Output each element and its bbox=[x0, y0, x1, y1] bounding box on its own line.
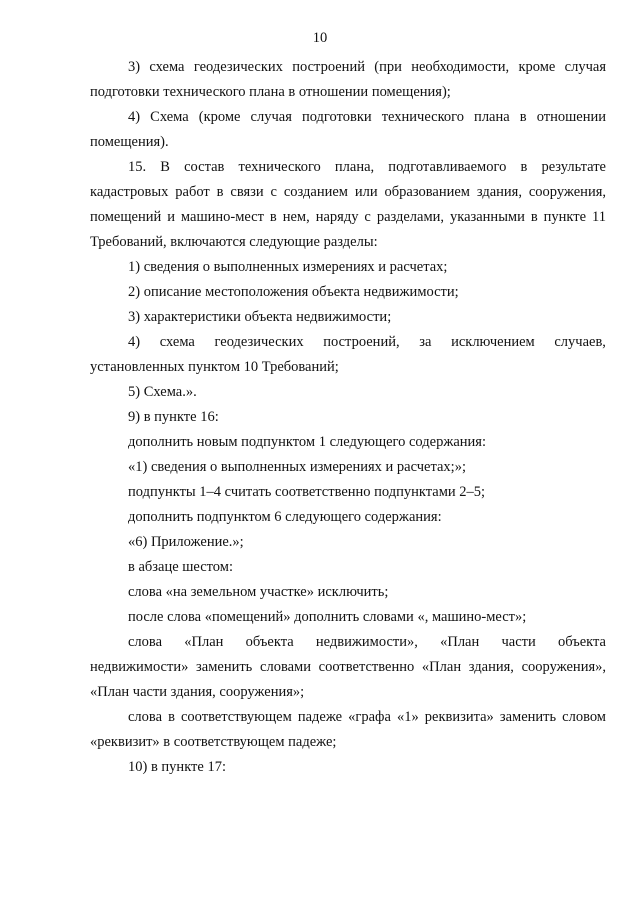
paragraph-line: 1) сведения о выполненных измерениях и расчетах; bbox=[128, 259, 448, 275]
word: «План bbox=[440, 634, 480, 650]
word: объекта bbox=[557, 634, 606, 650]
paragraph-line: 3) схема геодезических построений (при необходимости, кроме случая bbox=[128, 59, 606, 75]
paragraph-line: 4) Схема (кроме случая подготовки технического плана в отношении bbox=[128, 109, 606, 125]
paragraph-line: слова «на земельном участке» исключить; bbox=[128, 584, 389, 600]
paragraph-line: 5) Схема.». bbox=[128, 384, 197, 400]
paragraph-line: 2) описание местоположения объекта недвижимости; bbox=[128, 284, 459, 300]
paragraph-line: подпункты 1–4 считать соответственно подпунктами 2–5; bbox=[128, 484, 486, 500]
paragraph-line: в абзаце шестом: bbox=[128, 559, 233, 575]
paragraph-line: «реквизит» в соответствующем падеже; bbox=[90, 734, 337, 750]
paragraph-line: дополнить новым подпунктом 1 следующего содержания: bbox=[128, 434, 487, 450]
paragraph-line: установленных пунктом 10 Требований; bbox=[90, 359, 339, 375]
word: объекта bbox=[245, 634, 294, 650]
word: недвижимости», bbox=[315, 634, 418, 650]
paragraph-line: 9) в пункте 16: bbox=[128, 409, 219, 425]
word: построений, bbox=[323, 334, 400, 350]
paragraph-line: 3) характеристики объекта недвижимости; bbox=[128, 309, 392, 325]
paragraph-line: дополнить подпунктом 6 следующего содержания: bbox=[128, 509, 442, 525]
paragraph-line: Требований, включаются следующие разделы: bbox=[90, 234, 378, 250]
paragraph-line: «6) Приложение.»; bbox=[128, 534, 244, 550]
paragraph-line: слова в соответствующем падеже «графа «1» реквизита» заменить словом bbox=[128, 709, 606, 725]
word: «План bbox=[184, 634, 224, 650]
paragraph-line: подготовки технического плана в отношении помещения); bbox=[90, 84, 451, 100]
paragraph-line: помещения). bbox=[90, 134, 169, 150]
paragraph-line-spread bbox=[128, 633, 606, 651]
paragraph-line: 10) в пункте 17: bbox=[128, 759, 226, 775]
paragraph-line: «1) сведения о выполненных измерениях и расчетах;»; bbox=[128, 459, 466, 475]
paragraph-line-spread bbox=[128, 333, 606, 351]
word: слова bbox=[128, 634, 163, 650]
paragraph-line: помещений и машино-мест в нем, наряду с разделами, указанными в пункте 11 bbox=[90, 209, 606, 225]
paragraph-line: после слова «помещений» дополнить словами «, машино-мест»; bbox=[128, 609, 527, 625]
paragraph-line: кадастровых работ в связи с созданием или образованием здания, сооружения, bbox=[90, 184, 606, 200]
word: случаев, bbox=[554, 334, 606, 350]
word: 4) bbox=[128, 334, 141, 350]
page-number: 10 bbox=[312, 30, 328, 46]
paragraph-line: 15. В состав технического плана, подготавливаемого в результате bbox=[128, 159, 606, 175]
word: за bbox=[419, 334, 432, 350]
word: геодезических bbox=[214, 334, 304, 350]
paragraph-line: «План части здания, сооружения»; bbox=[90, 684, 305, 700]
paragraph-line: недвижимости» заменить словами соответственно «План здания, сооружения», bbox=[90, 659, 606, 675]
word: исключением bbox=[451, 334, 535, 350]
word: части bbox=[501, 634, 536, 650]
word: схема bbox=[159, 334, 195, 350]
